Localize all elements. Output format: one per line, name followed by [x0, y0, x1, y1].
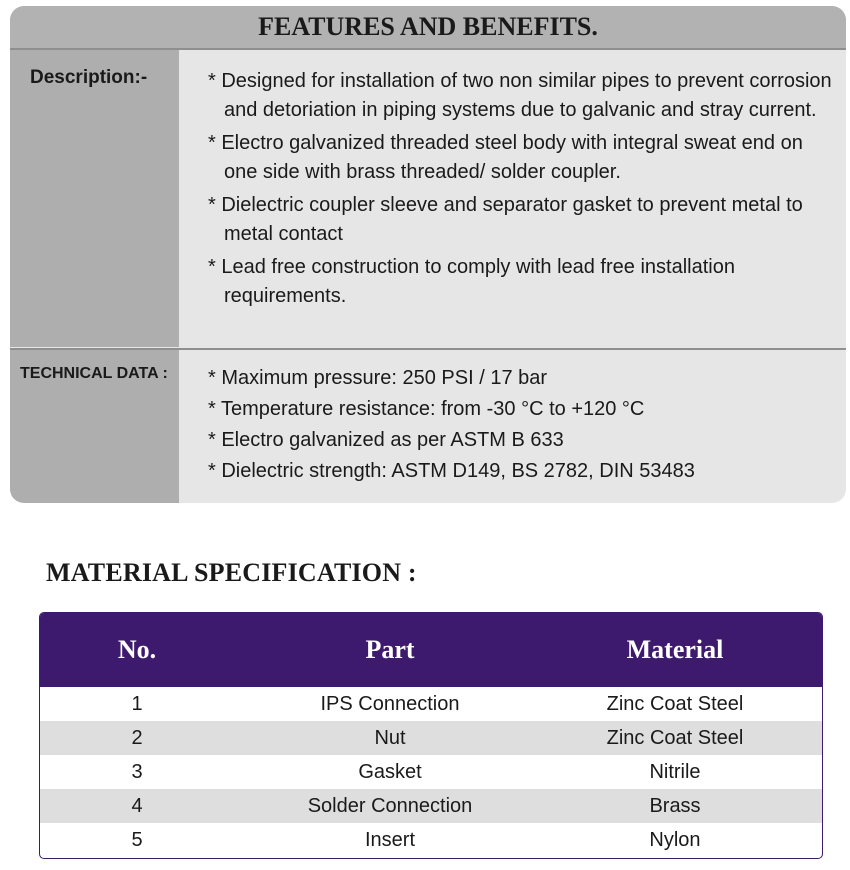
- table-row: [40, 721, 822, 755]
- description-item: * Designed for installation of two non similar pipes to prevent corrosion and detoriation in piping systems due to galvanic and stray current.: [208, 70, 832, 121]
- description-label-cell: [10, 50, 179, 347]
- column-header-material: Material: [626, 635, 724, 664]
- row-material: Nitrile: [649, 761, 701, 783]
- description-item: * Lead free construction to comply with lead free installation requirements.: [208, 256, 735, 307]
- row-part: Insert: [364, 829, 416, 851]
- technical-label-cell: [10, 350, 179, 503]
- technical-item: * Electro galvanized as per ASTM B 633: [208, 429, 564, 451]
- description-list: [208, 67, 840, 315]
- row-no: 2: [131, 727, 143, 749]
- technical-item: * Dielectric strength: ASTM D149, BS 2782, DIN 53483: [208, 460, 695, 482]
- technical-row: [10, 348, 846, 503]
- technical-label: TECHNICAL DATA :: [20, 365, 168, 382]
- row-material: Zinc Coat Steel: [606, 727, 744, 749]
- description-label: Description:-: [30, 67, 148, 88]
- technical-item: * Maximum pressure: 250 PSI / 17 bar: [208, 367, 548, 389]
- column-header-no: No.: [117, 635, 157, 664]
- technical-list: [208, 363, 840, 487]
- table-row: [40, 789, 822, 823]
- description-item: * Dielectric coupler sleeve and separator gasket to prevent metal to metal contact: [208, 194, 803, 245]
- material-heading: MATERIAL SPECIFICATION :: [46, 558, 417, 587]
- row-part: IPS Connection: [320, 693, 460, 715]
- material-table: [39, 612, 823, 859]
- row-material: Brass: [649, 795, 701, 817]
- description-row: [10, 50, 846, 347]
- row-material: Nylon: [649, 829, 701, 851]
- description-item: * Electro galvanized threaded steel body with integral sweat end on one side with brass threaded/ solder coupler.: [208, 132, 803, 183]
- row-part: Nut: [374, 727, 406, 749]
- table-row: [40, 755, 822, 789]
- row-material: Zinc Coat Steel: [606, 693, 744, 715]
- column-header-part: Part: [365, 635, 415, 664]
- row-no: 5: [131, 829, 143, 851]
- features-panel: [10, 6, 846, 503]
- row-no: 4: [131, 795, 143, 817]
- features-title: FEATURES AND BENEFITS.: [10, 6, 846, 50]
- row-no: 3: [131, 761, 143, 783]
- table-row: [40, 687, 822, 721]
- technical-item: * Temperature resistance: from -30 °C to +120 °C: [208, 398, 645, 420]
- row-no: 1: [131, 693, 143, 715]
- row-part: Gasket: [358, 761, 422, 783]
- table-row: [40, 823, 822, 857]
- row-part: Solder Connection: [307, 795, 473, 817]
- material-table-header: [40, 613, 822, 687]
